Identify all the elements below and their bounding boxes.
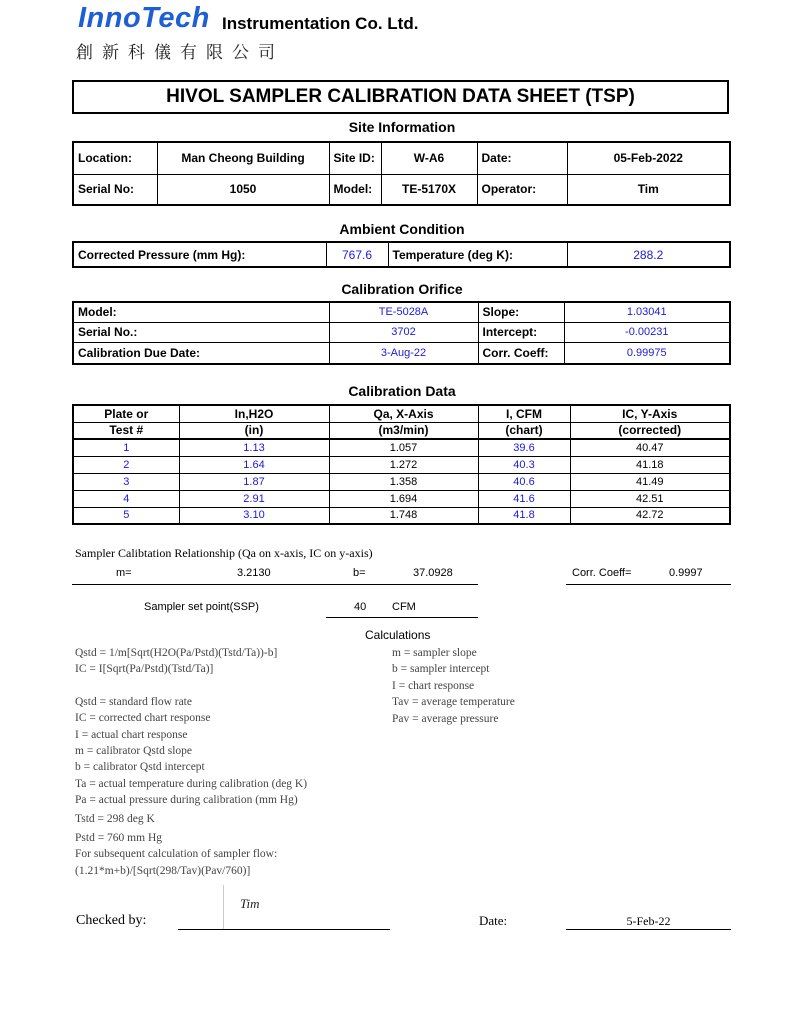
site-id-label: Site ID: bbox=[329, 142, 381, 174]
footer-date-label: Date: bbox=[479, 913, 508, 928]
inh2o-value: 1.13 bbox=[179, 439, 329, 456]
serial-value: 1050 bbox=[157, 174, 329, 205]
orifice-model-value: TE-5028A bbox=[329, 302, 478, 322]
calc-line: IC = corrected chart response bbox=[75, 712, 211, 725]
calc-line: I = actual chart response bbox=[75, 728, 188, 741]
col-subheader: Test # bbox=[73, 422, 179, 439]
due-date-value: 3-Aug-22 bbox=[329, 342, 478, 364]
checked-by-signature: Tim bbox=[240, 896, 260, 911]
due-date-label: Calibration Due Date: bbox=[73, 342, 329, 364]
col-header: IC, Y-Axis bbox=[570, 405, 730, 422]
calc-line: (1.21*m+b)/[Sqrt(298/Tav)(Pav/760)] bbox=[75, 864, 251, 877]
calc-line: For subsequent calculation of sampler flow: bbox=[75, 848, 278, 861]
orifice-heading: Calibration Orifice bbox=[341, 281, 463, 297]
operator-value: Tim bbox=[567, 174, 730, 205]
checked-by-label: Checked by: bbox=[76, 913, 147, 928]
model-label: Model: bbox=[329, 174, 381, 205]
site-info-heading: Site Information bbox=[348, 119, 456, 135]
intercept-label: Intercept: bbox=[478, 322, 564, 342]
m-label: m= bbox=[116, 567, 132, 579]
pressure-label: Corrected Pressure (mm Hg): bbox=[73, 242, 326, 267]
calc-line: m = sampler slope bbox=[392, 647, 477, 659]
relationship-heading: Sampler Calibtation Relationship (Qa on x-axis, IC on y-axis) bbox=[75, 546, 373, 560]
calc-line: Ta = actual temperature during calibration (deg K) bbox=[75, 777, 308, 790]
ssp-label: Sampler set point(SSP) bbox=[144, 601, 259, 613]
calc-line: Tav = average temperature bbox=[392, 696, 515, 709]
slope-label: Slope: bbox=[478, 302, 564, 322]
calc-left-block bbox=[75, 645, 307, 879]
location-value: Man Cheong Building bbox=[157, 142, 329, 174]
cfm-value: 39.6 bbox=[478, 439, 570, 456]
signature-divider bbox=[223, 885, 224, 929]
col-subheader: (m3/min) bbox=[329, 422, 478, 439]
ambient-heading: Ambient Condition bbox=[339, 221, 465, 237]
orifice-model-label: Model: bbox=[73, 302, 329, 322]
date-value: 05-Feb-2022 bbox=[567, 142, 730, 174]
temperature-label: Temperature (deg K): bbox=[388, 242, 567, 267]
calibration-data-heading: Calibration Data bbox=[348, 383, 456, 399]
calculations-heading: Calculations bbox=[365, 628, 431, 642]
test-number: 4 bbox=[73, 490, 179, 507]
col-header: In,H2O bbox=[179, 405, 329, 422]
col-header: Qa, X-Axis bbox=[329, 405, 478, 422]
calc-line: IC = I[Sqrt(Pa/Pstd)(Tstd/Ta)] bbox=[75, 663, 214, 676]
calc-line: b = sampler intercept bbox=[392, 663, 490, 676]
cfm-value: 41.6 bbox=[478, 490, 570, 507]
col-header: Plate or bbox=[73, 405, 179, 422]
inh2o-value: 1.87 bbox=[179, 473, 329, 490]
b-label: b= bbox=[353, 567, 366, 579]
date-label: Date: bbox=[477, 142, 567, 174]
site-id-value: W-A6 bbox=[381, 142, 477, 174]
sampler-corr-label: Corr. Coeff= bbox=[572, 567, 632, 579]
cfm-value: 40.3 bbox=[478, 456, 570, 473]
calc-spacer bbox=[75, 678, 307, 694]
qa-value: 1.272 bbox=[329, 456, 478, 473]
table-row bbox=[73, 439, 730, 456]
ic-value: 41.49 bbox=[570, 473, 730, 490]
inh2o-value: 2.91 bbox=[179, 490, 329, 507]
inh2o-value: 1.64 bbox=[179, 456, 329, 473]
ic-value: 41.18 bbox=[570, 456, 730, 473]
table-row bbox=[73, 507, 730, 524]
inh2o-value: 3.10 bbox=[179, 507, 329, 524]
location-label: Location: bbox=[73, 142, 157, 174]
ssp-unit: CFM bbox=[392, 601, 416, 613]
cfm-value: 40.6 bbox=[478, 473, 570, 490]
serial-label: Serial No: bbox=[73, 174, 157, 205]
calc-line: Pav = average pressure bbox=[392, 712, 499, 725]
calibration-data-table bbox=[72, 404, 731, 525]
calc-line: Pa = actual pressure during calibration (mm Hg) bbox=[75, 794, 298, 807]
b-value: 37.0928 bbox=[413, 567, 453, 579]
col-subheader: (corrected) bbox=[570, 422, 730, 439]
company-logo: InnoTech bbox=[78, 2, 210, 34]
intercept-value: -0.00231 bbox=[564, 322, 730, 342]
col-subheader: (in) bbox=[179, 422, 329, 439]
ic-value: 40.47 bbox=[570, 439, 730, 456]
ssp-value: 40 bbox=[354, 601, 367, 613]
orifice-serial-value: 3702 bbox=[329, 322, 478, 342]
checked-by-line bbox=[178, 929, 390, 930]
model-value: TE-5170X bbox=[381, 174, 477, 205]
pressure-value: 767.6 bbox=[326, 242, 388, 267]
calc-line: m = calibrator Qstd slope bbox=[75, 745, 192, 758]
table-row bbox=[73, 473, 730, 490]
orifice-serial-label: Serial No.: bbox=[73, 322, 329, 342]
footer-date-line bbox=[566, 929, 731, 930]
orifice-table bbox=[72, 301, 731, 365]
calc-line: b = calibrator Qstd intercept bbox=[75, 761, 205, 774]
operator-label: Operator: bbox=[477, 174, 567, 205]
company-name: Instrumentation Co. Ltd. bbox=[222, 14, 419, 33]
calc-right-block bbox=[392, 645, 515, 727]
slope-value: 1.03041 bbox=[564, 302, 730, 322]
table-row bbox=[73, 456, 730, 473]
site-info-table bbox=[72, 141, 731, 206]
qa-value: 1.748 bbox=[329, 507, 478, 524]
table-row bbox=[73, 490, 730, 507]
col-header: I, CFM bbox=[478, 405, 570, 422]
cfm-value: 41.8 bbox=[478, 507, 570, 524]
test-number: 5 bbox=[73, 507, 179, 524]
company-chinese-name: 創新科儀有限公司 bbox=[76, 43, 284, 63]
corr-coeff-label: Corr. Coeff: bbox=[478, 342, 564, 364]
sampler-corr-value: 0.9997 bbox=[669, 567, 703, 579]
calc-line: I = chart response bbox=[392, 679, 475, 692]
corr-coeff-value: 0.99975 bbox=[564, 342, 730, 364]
m-value: 3.2130 bbox=[237, 567, 271, 579]
footer-date-value: 5-Feb-22 bbox=[626, 914, 671, 928]
qa-value: 1.057 bbox=[329, 439, 478, 456]
calc-line: Qstd = standard flow rate bbox=[75, 695, 192, 708]
calc-line: Qstd = 1/m[Sqrt(H2O(Pa/Pstd)(Tstd/Ta))-b] bbox=[75, 647, 278, 659]
test-number: 2 bbox=[73, 456, 179, 473]
temperature-value: 288.2 bbox=[567, 242, 730, 267]
qa-value: 1.694 bbox=[329, 490, 478, 507]
calc-line: Pstd = 760 mm Hg bbox=[75, 832, 162, 845]
qa-value: 1.358 bbox=[329, 473, 478, 490]
test-number: 3 bbox=[73, 473, 179, 490]
test-number: 1 bbox=[73, 439, 179, 456]
ic-value: 42.51 bbox=[570, 490, 730, 507]
col-subheader: (chart) bbox=[478, 422, 570, 439]
calc-line: Tstd = 298 deg K bbox=[75, 812, 155, 825]
ambient-table bbox=[72, 241, 731, 268]
document-title: HIVOL SAMPLER CALIBRATION DATA SHEET (TSP) bbox=[72, 80, 729, 114]
ic-value: 42.72 bbox=[570, 507, 730, 524]
